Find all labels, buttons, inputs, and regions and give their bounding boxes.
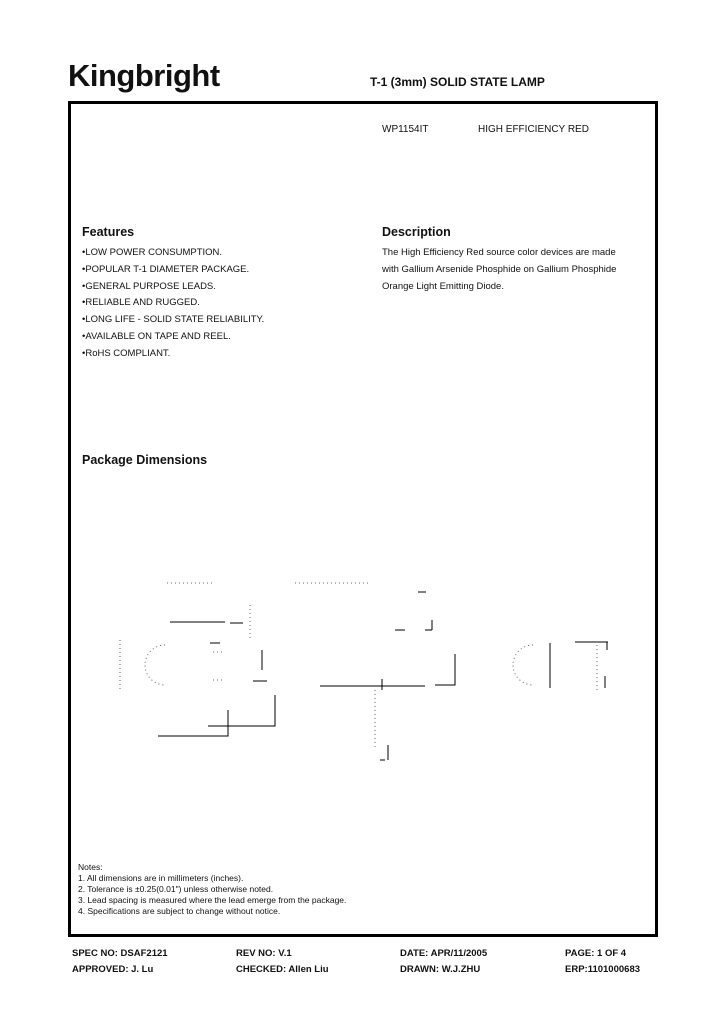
feature-item: •RELIABLE AND RUGGED. xyxy=(82,297,200,309)
notes xyxy=(78,862,346,917)
notes-heading: Notes: xyxy=(78,862,103,872)
kingbright-logo: Kingbright xyxy=(68,58,220,93)
note-item: 4. Specifications are subject to change without notice. xyxy=(78,906,281,916)
feature-item: •RoHS COMPLIANT. xyxy=(82,347,171,359)
features-heading: Features xyxy=(82,225,135,239)
note-item: 1. All dimensions are in millimeters (inches). xyxy=(78,873,244,883)
approved-by: APPROVED: J. Lu xyxy=(72,964,154,975)
description-line: The High Efficiency Red source color devices are made xyxy=(382,247,616,258)
feature-item: •POPULAR T-1 DIAMETER PACKAGE. xyxy=(82,263,250,275)
erp-number: ERP:1101000683 xyxy=(565,964,641,975)
date: DATE: APR/11/2005 xyxy=(400,948,488,959)
feature-item: •LOW POWER CONSUMPTION. xyxy=(82,247,223,258)
feature-item: •LONG LIFE - SOLID STATE RELIABILITY. xyxy=(82,314,265,326)
spec-number: SPEC NO: DSAF2121 xyxy=(72,948,168,959)
description-line: Orange Light Emitting Diode. xyxy=(382,280,504,292)
revision-number: REV NO: V.1 xyxy=(236,948,292,959)
note-item: 2. Tolerance is ±0.25(0.01") unless otherwise noted. xyxy=(78,884,274,894)
page-number: PAGE: 1 OF 4 xyxy=(565,948,627,959)
emitting-color: HIGH EFFICIENCY RED xyxy=(478,124,589,135)
drawn-by: DRAWN: W.J.ZHU xyxy=(400,964,481,975)
note-item: 3. Lead spacing is measured where the lead emerge from the package. xyxy=(78,895,347,905)
package-dimensions-heading: Package Dimensions xyxy=(82,453,208,467)
document-title: T-1 (3mm) SOLID STATE LAMP xyxy=(370,75,545,89)
part-number: WP1154IT xyxy=(382,124,429,135)
description-heading: Description xyxy=(382,225,451,239)
checked-by: CHECKED: Allen Liu xyxy=(236,964,329,975)
description-line: with Gallium Arsenide Phosphide on Gallium Phosphide xyxy=(382,263,617,275)
feature-item: •AVAILABLE ON TAPE AND REEL. xyxy=(82,330,231,342)
feature-item: •GENERAL PURPOSE LEADS. xyxy=(82,280,216,292)
